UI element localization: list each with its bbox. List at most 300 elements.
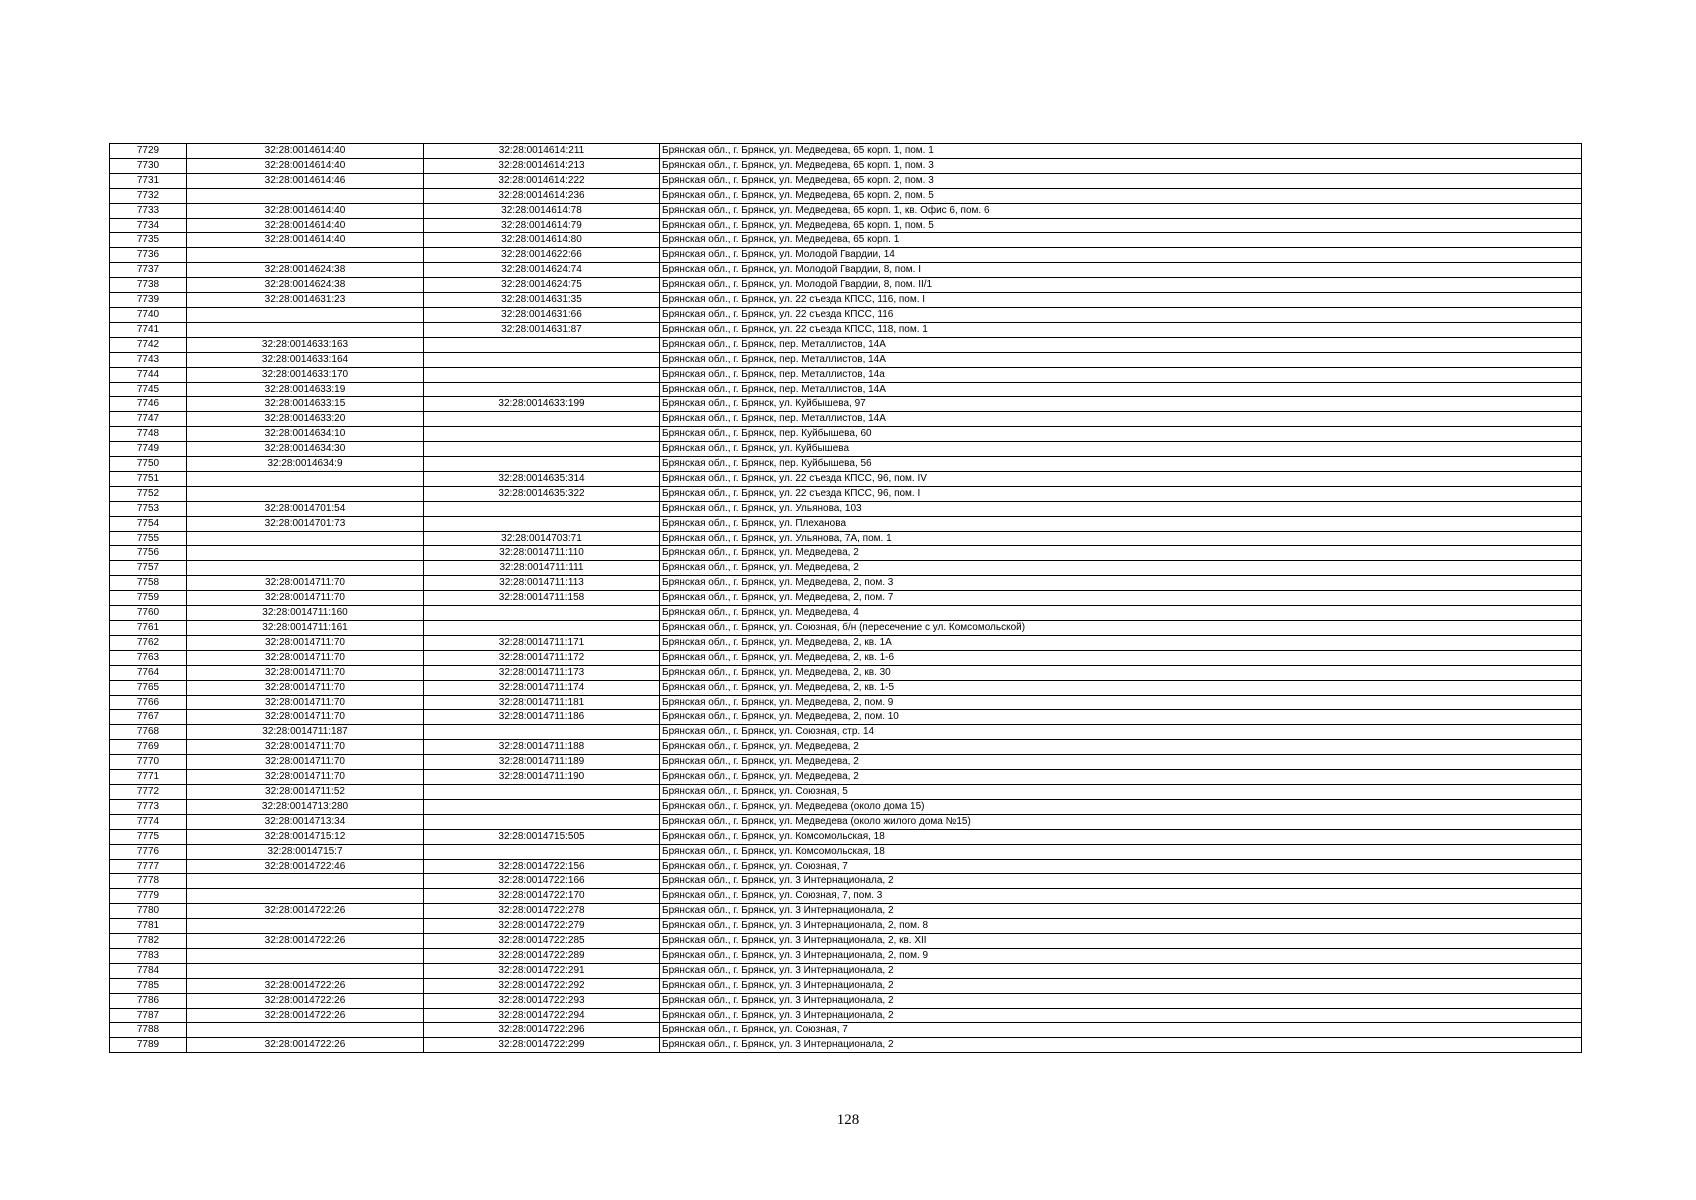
object-cadastral-number-cell: 32:28:0014711:189 [424, 755, 660, 770]
object-cadastral-number-cell: 32:28:0014631:66 [424, 307, 660, 322]
address-cell: Брянская обл., г. Брянск, ул. Медведева, 65 корп. 1 [660, 233, 1582, 248]
table-row [110, 859, 1582, 874]
row-number-cell: 7779 [110, 889, 187, 904]
address-cell: Брянская обл., г. Брянск, пер. Металлистов, 14А [660, 412, 1582, 427]
land-cadastral-number-cell: 32:28:0014711:70 [187, 635, 424, 650]
object-cadastral-number-cell [424, 367, 660, 382]
object-cadastral-number-cell: 32:28:0014722:170 [424, 889, 660, 904]
object-cadastral-number-cell: 32:28:0014722:279 [424, 919, 660, 934]
land-cadastral-number-cell: 32:28:0014701:73 [187, 516, 424, 531]
address-cell: Брянская обл., г. Брянск, ул. Медведева, 2 [660, 561, 1582, 576]
row-number-cell: 7758 [110, 576, 187, 591]
land-cadastral-number-cell [187, 948, 424, 963]
row-number-cell: 7777 [110, 859, 187, 874]
row-number-cell: 7736 [110, 248, 187, 263]
row-number-cell: 7744 [110, 367, 187, 382]
object-cadastral-number-cell: 32:28:0014711:173 [424, 665, 660, 680]
table-row [110, 889, 1582, 904]
table-row [110, 814, 1582, 829]
row-number-cell: 7764 [110, 665, 187, 680]
row-number-cell: 7743 [110, 352, 187, 367]
address-cell: Брянская обл., г. Брянск, ул. Медведева, 65 корп. 2, пом. 5 [660, 188, 1582, 203]
address-cell: Брянская обл., г. Брянск, ул. 22 съезда КПСС, 116, пом. I [660, 293, 1582, 308]
land-cadastral-number-cell: 32:28:0014711:70 [187, 650, 424, 665]
table-row [110, 412, 1582, 427]
land-cadastral-number-cell: 32:28:0014614:40 [187, 158, 424, 173]
row-number-cell: 7751 [110, 471, 187, 486]
land-cadastral-number-cell: 32:28:0014633:164 [187, 352, 424, 367]
address-cell: Брянская обл., г. Брянск, ул. 3 Интернационала, 2 [660, 904, 1582, 919]
address-cell: Брянская обл., г. Брянск, пер. Металлистов, 14А [660, 382, 1582, 397]
table-row [110, 322, 1582, 337]
table-row [110, 1008, 1582, 1023]
row-number-cell: 7775 [110, 829, 187, 844]
table-row [110, 695, 1582, 710]
address-cell: Брянская обл., г. Брянск, ул. Медведева, 2, кв. 1-6 [660, 650, 1582, 665]
row-number-cell: 7778 [110, 874, 187, 889]
address-cell: Брянская обл., г. Брянск, ул. Комсомольская, 18 [660, 829, 1582, 844]
row-number-cell: 7771 [110, 770, 187, 785]
land-cadastral-number-cell: 32:28:0014711:70 [187, 576, 424, 591]
table-row [110, 307, 1582, 322]
row-number-cell: 7748 [110, 427, 187, 442]
land-cadastral-number-cell [187, 248, 424, 263]
table-row [110, 248, 1582, 263]
row-number-cell: 7767 [110, 710, 187, 725]
table-row [110, 263, 1582, 278]
object-cadastral-number-cell [424, 814, 660, 829]
row-number-cell: 7735 [110, 233, 187, 248]
land-cadastral-number-cell: 32:28:0014713:34 [187, 814, 424, 829]
table-row [110, 919, 1582, 934]
object-cadastral-number-cell: 32:28:0014633:199 [424, 397, 660, 412]
object-cadastral-number-cell: 32:28:0014711:186 [424, 710, 660, 725]
land-cadastral-number-cell: 32:28:0014614:40 [187, 218, 424, 233]
address-cell: Брянская обл., г. Брянск, пер. Металлистов, 14А [660, 337, 1582, 352]
row-number-cell: 7757 [110, 561, 187, 576]
object-cadastral-number-cell [424, 784, 660, 799]
address-cell: Брянская обл., г. Брянск, ул. Медведева, 4 [660, 606, 1582, 621]
row-number-cell: 7740 [110, 307, 187, 322]
row-number-cell: 7750 [110, 457, 187, 472]
row-number-cell: 7763 [110, 650, 187, 665]
table-row [110, 978, 1582, 993]
row-number-cell: 7729 [110, 144, 187, 159]
table-row [110, 501, 1582, 516]
table-row [110, 621, 1582, 636]
object-cadastral-number-cell: 32:28:0014614:236 [424, 188, 660, 203]
object-cadastral-number-cell [424, 621, 660, 636]
object-cadastral-number-cell: 32:28:0014635:322 [424, 486, 660, 501]
address-cell: Брянская обл., г. Брянск, ул. Медведева, 65 корп. 1, кв. Офис 6, пом. 6 [660, 203, 1582, 218]
land-cadastral-number-cell [187, 307, 424, 322]
object-cadastral-number-cell [424, 427, 660, 442]
address-cell: Брянская обл., г. Брянск, ул. Ульянова, 103 [660, 501, 1582, 516]
row-number-cell: 7734 [110, 218, 187, 233]
table-row [110, 665, 1582, 680]
row-number-cell: 7788 [110, 1023, 187, 1038]
land-cadastral-number-cell [187, 471, 424, 486]
address-cell: Брянская обл., г. Брянск, ул. Медведева, 65 корп. 2, пом. 3 [660, 173, 1582, 188]
table-row [110, 725, 1582, 740]
object-cadastral-number-cell: 32:28:0014711:113 [424, 576, 660, 591]
table-row [110, 531, 1582, 546]
address-cell: Брянская обл., г. Брянск, ул. Комсомольская, 18 [660, 844, 1582, 859]
object-cadastral-number-cell [424, 412, 660, 427]
land-cadastral-number-cell: 32:28:0014631:23 [187, 293, 424, 308]
address-cell: Брянская обл., г. Брянск, ул. Союзная, стр. 14 [660, 725, 1582, 740]
object-cadastral-number-cell: 32:28:0014614:211 [424, 144, 660, 159]
table-row [110, 829, 1582, 844]
row-number-cell: 7774 [110, 814, 187, 829]
address-cell: Брянская обл., г. Брянск, ул. Союзная, 5 [660, 784, 1582, 799]
land-cadastral-number-cell: 32:28:0014711:70 [187, 680, 424, 695]
table-row [110, 233, 1582, 248]
land-cadastral-number-cell: 32:28:0014634:10 [187, 427, 424, 442]
object-cadastral-number-cell: 32:28:0014624:74 [424, 263, 660, 278]
address-cell: Брянская обл., г. Брянск, ул. Медведева, 2 [660, 740, 1582, 755]
land-cadastral-number-cell: 32:28:0014711:70 [187, 665, 424, 680]
table-row [110, 650, 1582, 665]
address-cell: Брянская обл., г. Брянск, ул. Медведева, 2 [660, 546, 1582, 561]
land-cadastral-number-cell: 32:28:0014711:70 [187, 740, 424, 755]
land-cadastral-number-cell: 32:28:0014711:187 [187, 725, 424, 740]
address-cell: Брянская обл., г. Брянск, ул. Медведева (около жилого дома №15) [660, 814, 1582, 829]
row-number-cell: 7749 [110, 442, 187, 457]
row-number-cell: 7765 [110, 680, 187, 695]
address-cell: Брянская обл., г. Брянск, ул. Медведева (около дома 15) [660, 799, 1582, 814]
land-cadastral-number-cell: 32:28:0014624:38 [187, 278, 424, 293]
address-cell: Брянская обл., г. Брянск, ул. 3 Интернационала, 2 [660, 993, 1582, 1008]
land-cadastral-number-cell: 32:28:0014634:30 [187, 442, 424, 457]
object-cadastral-number-cell [424, 352, 660, 367]
row-number-cell: 7769 [110, 740, 187, 755]
object-cadastral-number-cell [424, 442, 660, 457]
land-cadastral-number-cell [187, 486, 424, 501]
table-row [110, 367, 1582, 382]
object-cadastral-number-cell: 32:28:0014614:80 [424, 233, 660, 248]
land-cadastral-number-cell: 32:28:0014722:26 [187, 904, 424, 919]
row-number-cell: 7754 [110, 516, 187, 531]
row-number-cell: 7731 [110, 173, 187, 188]
land-cadastral-number-cell: 32:28:0014715:12 [187, 829, 424, 844]
land-cadastral-number-cell: 32:28:0014711:70 [187, 591, 424, 606]
address-cell: Брянская обл., г. Брянск, ул. 3 Интернационала, 2, кв. XII [660, 934, 1582, 949]
object-cadastral-number-cell: 32:28:0014711:111 [424, 561, 660, 576]
land-cadastral-number-cell: 32:28:0014711:70 [187, 755, 424, 770]
table-row [110, 337, 1582, 352]
land-cadastral-number-cell: 32:28:0014633:163 [187, 337, 424, 352]
row-number-cell: 7730 [110, 158, 187, 173]
object-cadastral-number-cell: 32:28:0014722:278 [424, 904, 660, 919]
table-row [110, 203, 1582, 218]
row-number-cell: 7759 [110, 591, 187, 606]
table-row [110, 278, 1582, 293]
table-row [110, 993, 1582, 1008]
land-cadastral-number-cell: 32:28:0014722:26 [187, 1038, 424, 1053]
land-cadastral-number-cell: 32:28:0014634:9 [187, 457, 424, 472]
address-cell: Брянская обл., г. Брянск, ул. Медведева, 2, пом. 9 [660, 695, 1582, 710]
table-row [110, 173, 1582, 188]
object-cadastral-number-cell: 32:28:0014715:505 [424, 829, 660, 844]
address-cell: Брянская обл., г. Брянск, ул. 22 съезда КПСС, 116 [660, 307, 1582, 322]
land-cadastral-number-cell: 32:28:0014614:46 [187, 173, 424, 188]
object-cadastral-number-cell: 32:28:0014631:87 [424, 322, 660, 337]
address-cell: Брянская обл., г. Брянск, ул. Куйбышева, 97 [660, 397, 1582, 412]
row-number-cell: 7782 [110, 934, 187, 949]
object-cadastral-number-cell: 32:28:0014624:75 [424, 278, 660, 293]
object-cadastral-number-cell: 32:28:0014722:294 [424, 1008, 660, 1023]
property-table-body [110, 144, 1582, 1053]
address-cell: Брянская обл., г. Брянск, ул. Медведева, 2, кв. 1-5 [660, 680, 1582, 695]
land-cadastral-number-cell: 32:28:0014633:15 [187, 397, 424, 412]
address-cell: Брянская обл., г. Брянск, ул. Молодой Гвардии, 8, пом. II/1 [660, 278, 1582, 293]
land-cadastral-number-cell [187, 531, 424, 546]
table-row [110, 457, 1582, 472]
object-cadastral-number-cell: 32:28:0014631:35 [424, 293, 660, 308]
address-cell: Брянская обл., г. Брянск, ул. Плеханова [660, 516, 1582, 531]
table-row [110, 486, 1582, 501]
object-cadastral-number-cell: 32:28:0014722:291 [424, 963, 660, 978]
table-row [110, 770, 1582, 785]
address-cell: Брянская обл., г. Брянск, ул. Союзная, б/н (пересечение с ул. Комсомольской) [660, 621, 1582, 636]
object-cadastral-number-cell: 32:28:0014614:79 [424, 218, 660, 233]
object-cadastral-number-cell: 32:28:0014711:174 [424, 680, 660, 695]
row-number-cell: 7760 [110, 606, 187, 621]
table-row [110, 635, 1582, 650]
land-cadastral-number-cell [187, 561, 424, 576]
row-number-cell: 7752 [110, 486, 187, 501]
land-cadastral-number-cell: 32:28:0014701:54 [187, 501, 424, 516]
land-cadastral-number-cell: 32:28:0014722:26 [187, 934, 424, 949]
table-row [110, 799, 1582, 814]
address-cell: Брянская обл., г. Брянск, ул. Медведева, 2, пом. 10 [660, 710, 1582, 725]
table-row [110, 948, 1582, 963]
row-number-cell: 7755 [110, 531, 187, 546]
row-number-cell: 7741 [110, 322, 187, 337]
land-cadastral-number-cell: 32:28:0014614:40 [187, 203, 424, 218]
row-number-cell: 7732 [110, 188, 187, 203]
table-row [110, 963, 1582, 978]
address-cell: Брянская обл., г. Брянск, ул. Медведева, 2 [660, 770, 1582, 785]
land-cadastral-number-cell: 32:28:0014614:40 [187, 233, 424, 248]
address-cell: Брянская обл., г. Брянск, ул. Ульянова, 7А, пом. 1 [660, 531, 1582, 546]
object-cadastral-number-cell: 32:28:0014711:188 [424, 740, 660, 755]
row-number-cell: 7753 [110, 501, 187, 516]
row-number-cell: 7746 [110, 397, 187, 412]
table-row [110, 561, 1582, 576]
object-cadastral-number-cell: 32:28:0014722:289 [424, 948, 660, 963]
table-row [110, 591, 1582, 606]
row-number-cell: 7761 [110, 621, 187, 636]
address-cell: Брянская обл., г. Брянск, ул. 22 съезда КПСС, 118, пом. 1 [660, 322, 1582, 337]
address-cell: Брянская обл., г. Брянск, ул. Союзная, 7 [660, 859, 1582, 874]
address-cell: Брянская обл., г. Брянск, ул. Медведева, 2, пом. 7 [660, 591, 1582, 606]
address-cell: Брянская обл., г. Брянск, ул. 3 Интернационала, 2 [660, 874, 1582, 889]
land-cadastral-number-cell [187, 188, 424, 203]
table-row [110, 352, 1582, 367]
table-row [110, 144, 1582, 159]
object-cadastral-number-cell: 32:28:0014711:181 [424, 695, 660, 710]
object-cadastral-number-cell [424, 606, 660, 621]
row-number-cell: 7789 [110, 1038, 187, 1053]
table-row [110, 442, 1582, 457]
object-cadastral-number-cell [424, 337, 660, 352]
address-cell: Брянская обл., г. Брянск, ул. Медведева, 65 корп. 1, пом. 1 [660, 144, 1582, 159]
row-number-cell: 7738 [110, 278, 187, 293]
object-cadastral-number-cell: 32:28:0014722:156 [424, 859, 660, 874]
row-number-cell: 7787 [110, 1008, 187, 1023]
table-row [110, 546, 1582, 561]
object-cadastral-number-cell [424, 799, 660, 814]
table-row [110, 755, 1582, 770]
table-row [110, 1023, 1582, 1038]
table-row [110, 740, 1582, 755]
object-cadastral-number-cell: 32:28:0014614:213 [424, 158, 660, 173]
object-cadastral-number-cell: 32:28:0014711:172 [424, 650, 660, 665]
address-cell: Брянская обл., г. Брянск, ул. 3 Интернационала, 2 [660, 1038, 1582, 1053]
land-cadastral-number-cell: 32:28:0014633:170 [187, 367, 424, 382]
row-number-cell: 7762 [110, 635, 187, 650]
table-row [110, 874, 1582, 889]
land-cadastral-number-cell: 32:28:0014711:160 [187, 606, 424, 621]
row-number-cell: 7739 [110, 293, 187, 308]
table-row [110, 188, 1582, 203]
row-number-cell: 7747 [110, 412, 187, 427]
land-cadastral-number-cell [187, 1023, 424, 1038]
row-number-cell: 7781 [110, 919, 187, 934]
object-cadastral-number-cell [424, 382, 660, 397]
table-row [110, 576, 1582, 591]
row-number-cell: 7785 [110, 978, 187, 993]
row-number-cell: 7780 [110, 904, 187, 919]
land-cadastral-number-cell: 32:28:0014711:70 [187, 695, 424, 710]
address-cell: Брянская обл., г. Брянск, ул. 3 Интернационала, 2, пом. 8 [660, 919, 1582, 934]
table-row [110, 397, 1582, 412]
row-number-cell: 7766 [110, 695, 187, 710]
land-cadastral-number-cell [187, 963, 424, 978]
address-cell: Брянская обл., г. Брянск, ул. Медведева, 2 [660, 755, 1582, 770]
land-cadastral-number-cell: 32:28:0014722:46 [187, 859, 424, 874]
address-cell: Брянская обл., г. Брянск, ул. 3 Интернационала, 2 [660, 963, 1582, 978]
object-cadastral-number-cell: 32:28:0014711:190 [424, 770, 660, 785]
row-number-cell: 7784 [110, 963, 187, 978]
land-cadastral-number-cell: 32:28:0014633:20 [187, 412, 424, 427]
address-cell: Брянская обл., г. Брянск, ул. 22 съезда КПСС, 96, пом. I [660, 486, 1582, 501]
address-cell: Брянская обл., г. Брянск, ул. Медведева, 65 корп. 1, пом. 5 [660, 218, 1582, 233]
land-cadastral-number-cell: 32:28:0014722:26 [187, 978, 424, 993]
land-cadastral-number-cell: 32:28:0014722:26 [187, 1008, 424, 1023]
address-cell: Брянская обл., г. Брянск, ул. Медведева, 2, пом. 3 [660, 576, 1582, 591]
address-cell: Брянская обл., г. Брянск, пер. Металлистов, 14А [660, 352, 1582, 367]
table-row [110, 934, 1582, 949]
row-number-cell: 7772 [110, 784, 187, 799]
object-cadastral-number-cell: 32:28:0014722:293 [424, 993, 660, 1008]
table-row [110, 471, 1582, 486]
table-row [110, 680, 1582, 695]
table-row [110, 218, 1582, 233]
address-cell: Брянская обл., г. Брянск, ул. Куйбышева [660, 442, 1582, 457]
address-cell: Брянская обл., г. Брянск, ул. Медведева, 2, кв. 30 [660, 665, 1582, 680]
address-cell: Брянская обл., г. Брянск, ул. 22 съезда КПСС, 96, пом. IV [660, 471, 1582, 486]
land-cadastral-number-cell [187, 919, 424, 934]
table-row [110, 158, 1582, 173]
object-cadastral-number-cell [424, 457, 660, 472]
land-cadastral-number-cell [187, 874, 424, 889]
object-cadastral-number-cell [424, 844, 660, 859]
row-number-cell: 7770 [110, 755, 187, 770]
object-cadastral-number-cell: 32:28:0014722:292 [424, 978, 660, 993]
object-cadastral-number-cell: 32:28:0014614:222 [424, 173, 660, 188]
land-cadastral-number-cell: 32:28:0014633:19 [187, 382, 424, 397]
row-number-cell: 7742 [110, 337, 187, 352]
land-cadastral-number-cell: 32:28:0014713:280 [187, 799, 424, 814]
table-row [110, 606, 1582, 621]
table-row [110, 427, 1582, 442]
page-number: 128 [836, 1112, 860, 1128]
address-cell: Брянская обл., г. Брянск, пер. Куйбышева, 60 [660, 427, 1582, 442]
address-cell: Брянская обл., г. Брянск, ул. Медведева, 2, кв. 1А [660, 635, 1582, 650]
address-cell: Брянская обл., г. Брянск, ул. Союзная, 7, пом. 3 [660, 889, 1582, 904]
address-cell: Брянская обл., г. Брянск, ул. Союзная, 7 [660, 1023, 1582, 1038]
land-cadastral-number-cell: 32:28:0014711:70 [187, 770, 424, 785]
land-cadastral-number-cell: 32:28:0014711:52 [187, 784, 424, 799]
object-cadastral-number-cell: 32:28:0014614:78 [424, 203, 660, 218]
row-number-cell: 7733 [110, 203, 187, 218]
address-cell: Брянская обл., г. Брянск, ул. 3 Интернационала, 2, пом. 9 [660, 948, 1582, 963]
address-cell: Брянская обл., г. Брянск, ул. Молодой Гвардии, 8, пом. I [660, 263, 1582, 278]
row-number-cell: 7768 [110, 725, 187, 740]
object-cadastral-number-cell: 32:28:0014635:314 [424, 471, 660, 486]
object-cadastral-number-cell: 32:28:0014622:66 [424, 248, 660, 263]
table-row [110, 1038, 1582, 1053]
object-cadastral-number-cell [424, 501, 660, 516]
object-cadastral-number-cell: 32:28:0014722:296 [424, 1023, 660, 1038]
object-cadastral-number-cell: 32:28:0014722:166 [424, 874, 660, 889]
address-cell: Брянская обл., г. Брянск, ул. Молодой Гвардии, 14 [660, 248, 1582, 263]
land-cadastral-number-cell [187, 546, 424, 561]
object-cadastral-number-cell [424, 725, 660, 740]
row-number-cell: 7737 [110, 263, 187, 278]
address-cell: Брянская обл., г. Брянск, пер. Куйбышева, 56 [660, 457, 1582, 472]
table-row [110, 516, 1582, 531]
object-cadastral-number-cell: 32:28:0014703:71 [424, 531, 660, 546]
land-cadastral-number-cell: 32:28:0014624:38 [187, 263, 424, 278]
property-table [109, 143, 1582, 1053]
row-number-cell: 7783 [110, 948, 187, 963]
row-number-cell: 7756 [110, 546, 187, 561]
land-cadastral-number-cell: 32:28:0014715:7 [187, 844, 424, 859]
row-number-cell: 7773 [110, 799, 187, 814]
land-cadastral-number-cell [187, 322, 424, 337]
object-cadastral-number-cell: 32:28:0014711:110 [424, 546, 660, 561]
object-cadastral-number-cell: 32:28:0014722:299 [424, 1038, 660, 1053]
object-cadastral-number-cell: 32:28:0014722:285 [424, 934, 660, 949]
table-row [110, 382, 1582, 397]
table-row [110, 784, 1582, 799]
object-cadastral-number-cell: 32:28:0014711:158 [424, 591, 660, 606]
row-number-cell: 7786 [110, 993, 187, 1008]
land-cadastral-number-cell [187, 889, 424, 904]
object-cadastral-number-cell [424, 516, 660, 531]
row-number-cell: 7776 [110, 844, 187, 859]
object-cadastral-number-cell: 32:28:0014711:171 [424, 635, 660, 650]
address-cell: Брянская обл., г. Брянск, пер. Металлистов, 14а [660, 367, 1582, 382]
table-row [110, 844, 1582, 859]
table-row [110, 293, 1582, 308]
table-row [110, 710, 1582, 725]
address-cell: Брянская обл., г. Брянск, ул. Медведева, 65 корп. 1, пом. 3 [660, 158, 1582, 173]
